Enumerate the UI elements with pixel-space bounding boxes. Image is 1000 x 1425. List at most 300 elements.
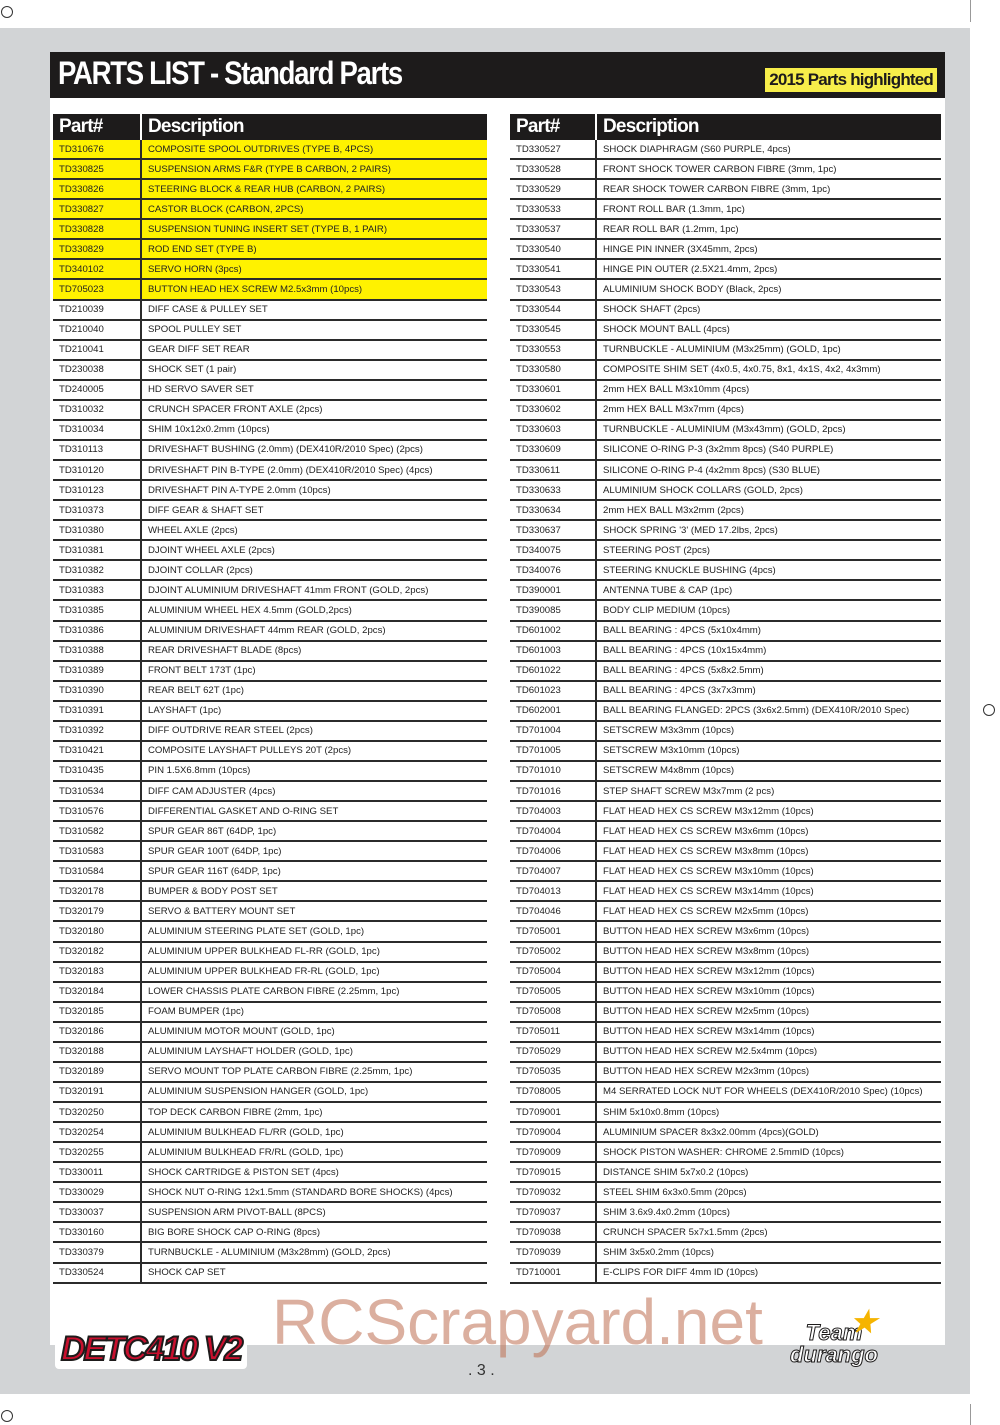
table-row [510,280,941,300]
part-description: SPOOL PULLEY SET [148,324,242,336]
table-row [510,1183,941,1203]
part-number: TD330537 [510,220,597,238]
table-row [53,963,487,983]
table-row [510,381,941,401]
part-number: TD240005 [53,381,142,399]
table-row [53,541,487,561]
table-row [510,601,941,621]
part-description: ALUMINIUM WHEEL HEX 4.5mm (GOLD,2pcs) [148,604,352,616]
table-row [53,240,487,260]
table-row [510,1123,941,1143]
watermark: RCScrapyard.net [272,1286,763,1358]
detc410-logo: DETC410 V2 [55,1330,247,1369]
table-row [53,1003,487,1023]
part-number: TD704003 [510,802,597,820]
table-row [510,361,941,381]
part-number: TD330553 [510,341,597,359]
part-number: TD330580 [510,361,597,379]
part-description: BUTTON HEAD HEX SCREW M2x3mm (10pcs) [603,1066,810,1078]
part-description: CRUNCH SPACER 5x7x1.5mm (2pcs) [603,1226,768,1238]
part-description: SHOCK CAP SET [148,1267,226,1279]
table-row [53,682,487,702]
part-number: TD310381 [53,541,142,559]
part-description: SERVO MOUNT TOP PLATE CARBON FIBRE (2.25mm, 1pc) [148,1066,413,1078]
part-number: TD330634 [510,501,597,519]
table-row [510,541,941,561]
part-description: SETSCREW M4x8mm (10pcs) [603,765,735,777]
table-row [510,1264,941,1284]
table-row [53,1043,487,1063]
parts-table-left [53,114,487,1284]
table-row [53,1203,487,1223]
part-description: ALUMINIUM STEERING PLATE SET (GOLD, 1pc) [148,925,365,937]
table-row [53,461,487,481]
part-description: FLAT HEAD HEX CS SCREW M3x8mm (10pcs) [603,845,809,857]
part-description: BUMPER & BODY POST SET [148,885,278,897]
part-description: ALUMINIUM SHOCK COLLARS (GOLD, 2pcs) [603,484,803,496]
table-row [53,782,487,802]
part-description: SUSPENSION ARM PIVOT-BALL (8PCS) [148,1206,326,1218]
table-row [53,601,487,621]
part-description: WHEEL AXLE (2pcs) [148,524,238,536]
table-row [510,220,941,240]
part-number: TD704046 [510,902,597,920]
part-description: COMPOSITE SHIM SET (4x0.5, 4x0.75, 8x1, 4x1S, 4x2, 4x3mm) [603,364,881,376]
table-row [510,180,941,200]
part-number: TD320185 [53,1003,142,1021]
parts-table-right [510,114,941,1284]
part-number: TD310389 [53,662,142,680]
part-number: TD330528 [510,160,597,178]
part-number: TD310583 [53,842,142,860]
part-number: TD705005 [510,983,597,1001]
part-number: TD330827 [53,200,142,218]
table-row [510,943,941,963]
table-row [510,1203,941,1223]
table-row [510,581,941,601]
part-description: SPUR GEAR 100T (64DP, 1pc) [148,845,282,857]
part-description: HINGE PIN OUTER (2.5X21.4mm, 2pcs) [603,263,778,275]
table-row [510,1243,941,1263]
part-description: ALUMINIUM BULKHEAD FL/RR (GOLD, 1pc) [148,1126,344,1138]
part-number: TD310386 [53,622,142,640]
part-number: TD709015 [510,1163,597,1181]
registration-mark-icon [1,1410,13,1422]
part-description: ANTENNA TUBE & CAP (1pc) [603,584,733,596]
team-durango-logo [790,1306,878,1367]
table-row [510,501,941,521]
part-number: TD330540 [510,240,597,258]
part-number: TD709032 [510,1183,597,1201]
part-description: DRIVESHAFT BUSHING (2.0mm) (DEX410R/2010 Spec) (2pcs) [148,444,423,456]
table-row [53,622,487,642]
part-number: TD330603 [510,421,597,439]
part-number: TD708005 [510,1083,597,1101]
part-number: TD320186 [53,1023,142,1041]
trim-line [970,0,971,22]
part-description: FLAT HEAD HEX CS SCREW M3x6mm (10pcs) [603,825,809,837]
part-description: BUTTON HEAD HEX SCREW M3x6mm (10pcs) [603,925,810,937]
part-number: TD330011 [53,1163,142,1181]
title-bar [50,52,945,98]
part-description: SHIM 3.6x9.4x0.2mm (10pcs) [603,1206,730,1218]
part-number: TD390085 [510,601,597,619]
table-row [53,642,487,662]
part-number: TD320189 [53,1063,142,1081]
table-row [53,260,487,280]
table-row [510,1223,941,1243]
part-number: TD310576 [53,802,142,820]
logo-text: Team [805,1320,863,1345]
part-description: TOP DECK CARBON FIBRE (2mm, 1pc) [148,1106,323,1118]
part-description: DIFF CAM ADJUSTER (4pcs) [148,785,276,797]
part-number: TD330529 [510,180,597,198]
part-description: SUSPENSION TUNING INSERT SET (TYPE B, 1 PAIR) [148,223,388,235]
part-number: TD705004 [510,963,597,981]
part-description: SILICONE O-RING P-3 (3x2mm 8pcs) (S40 PURPLE) [603,444,834,456]
table-row [53,662,487,682]
part-description: SHOCK PISTON WASHER: CHROME 2.5mmID (10pcs) [603,1146,844,1158]
part-number: TD340076 [510,561,597,579]
part-description: ALUMINIUM MOTOR MOUNT (GOLD, 1pc) [148,1026,335,1038]
table-row [510,1003,941,1023]
part-description: SHOCK SHAFT (2pcs) [603,304,701,316]
table-row [510,742,941,762]
part-description: ALUMINIUM DRIVESHAFT 44mm REAR (GOLD, 2pcs) [148,625,386,637]
part-number: TD705011 [510,1023,597,1041]
part-description: SHIM 5x10x0.8mm (10pcs) [603,1106,720,1118]
table-row [53,1083,487,1103]
table-row [53,381,487,401]
table-row [510,902,941,922]
part-number: TD330527 [510,140,597,158]
table-row [510,882,941,902]
part-description: ALUMINIUM UPPER BULKHEAD FL-RR (GOLD, 1pc) [148,946,380,958]
part-number: TD340075 [510,541,597,559]
part-number: TD709038 [510,1223,597,1241]
part-number: TD705023 [53,280,142,298]
part-description: FLAT HEAD HEX CS SCREW M2x5mm (10pcs) [603,905,809,917]
table-row [53,1264,487,1284]
table-row [510,401,941,421]
part-description: BUTTON HEAD HEX SCREW M2x5mm (10pcs) [603,1006,810,1018]
part-description: PIN 1.5X6.8mm (10pcs) [148,765,251,777]
part-description: BUTTON HEAD HEX SCREW M3x12mm (10pcs) [603,966,815,978]
part-description: SUSPENSION ARMS F&R (TYPE B CARBON, 2 PAIRS) [148,163,391,175]
part-number: TD320182 [53,943,142,961]
part-number: TD330826 [53,180,142,198]
table-row [53,1163,487,1183]
table-row [53,822,487,842]
part-description: REAR ROLL BAR (1.2mm, 1pc) [603,223,739,235]
part-number: TD390001 [510,581,597,599]
part-number: TD210041 [53,341,142,359]
part-description: SHOCK NUT O-RING 12x1.5mm (STANDARD BORE SHOCKS) (4pcs) [148,1186,453,1198]
part-number: TD320180 [53,922,142,940]
part-number: TD330524 [53,1264,142,1282]
table-row [53,1063,487,1083]
part-number: TD330541 [510,260,597,278]
table-row [53,321,487,341]
part-number: TD210039 [53,301,142,319]
table-row [53,882,487,902]
table-row [53,722,487,742]
part-description: STEERING POST (2pcs) [603,544,710,556]
part-number: TD310385 [53,601,142,619]
part-description: DJOINT COLLAR (2pcs) [148,564,253,576]
header-description: Description [603,116,699,137]
part-description: FLAT HEAD HEX CS SCREW M3x12mm (10pcs) [603,805,814,817]
part-number: TD310392 [53,722,142,740]
part-number: TD310034 [53,421,142,439]
part-description: BUTTON HEAD HEX SCREW M2.5x3mm (10pcs) [148,283,363,295]
table-row [53,1183,487,1203]
trim-line [970,1404,971,1425]
part-description: COMPOSITE LAYSHAFT PULLEYS 20T (2pcs) [148,745,352,757]
table-row [510,622,941,642]
part-number: TD320179 [53,902,142,920]
part-description: STEEL SHIM 6x3x0.5mm (20pcs) [603,1186,747,1198]
part-description: M4 SERRATED LOCK NUT FOR WHEELS (DEX410R/2010 Spec) (10pcs) [603,1086,923,1098]
table-row [53,341,487,361]
part-description: STEERING KNUCKLE BUSHING (4pcs) [603,564,776,576]
table-row [53,401,487,421]
part-number: TD330825 [53,160,142,178]
part-description: DIFFERENTIAL GASKET AND O-RING SET [148,805,339,817]
logo-text: durango [790,1342,878,1367]
part-number: TD210040 [53,321,142,339]
part-description: BUTTON HEAD HEX SCREW M3x14mm (10pcs) [603,1026,815,1038]
part-number: TD330543 [510,280,597,298]
table-row [53,802,487,822]
table-row [53,200,487,220]
part-number: TD709037 [510,1203,597,1221]
part-description: HD SERVO SAVER SET [148,384,254,396]
part-number: TD320191 [53,1083,142,1101]
table-row [510,441,941,461]
part-number: TD330533 [510,200,597,218]
part-description: FRONT ROLL BAR (1.3mm, 1pc) [603,203,745,215]
table-row [510,240,941,260]
part-description: SHOCK CARTRIDGE & PISTON SET (4pcs) [148,1166,339,1178]
table-row [53,742,487,762]
table-row [53,922,487,942]
part-number: TD310435 [53,762,142,780]
table-row [53,1143,487,1163]
part-number: TD330609 [510,441,597,459]
part-description: SHOCK SET (1 pair) [148,364,237,376]
part-number: TD330545 [510,321,597,339]
part-description: REAR DRIVESHAFT BLADE (8pcs) [148,645,302,657]
part-number: TD310676 [53,140,142,158]
table-row [510,1163,941,1183]
part-description: GEAR DIFF SET REAR [148,344,250,356]
part-number: TD230038 [53,361,142,379]
table-row [510,1103,941,1123]
part-number: TD701004 [510,722,597,740]
part-number: TD310388 [53,642,142,660]
part-number: TD310113 [53,441,142,459]
part-description: STEP SHAFT SCREW M3x7mm (2 pcs) [603,785,775,797]
part-number: TD320183 [53,963,142,981]
part-description: ALUMINIUM SHOCK BODY (Black, 2pcs) [603,283,782,295]
part-description: DRIVESHAFT PIN A-TYPE 2.0mm (10pcs) [148,484,331,496]
part-number: TD310382 [53,561,142,579]
table-row [510,782,941,802]
table-row [53,702,487,722]
table-row [53,421,487,441]
table-row [53,180,487,200]
table-row [510,461,941,481]
part-description: ROD END SET (TYPE B) [148,243,257,255]
part-number: TD330544 [510,301,597,319]
table-row [510,662,941,682]
page-number: . 3 . [468,1362,495,1379]
table-row [510,1063,941,1083]
part-number: TD320250 [53,1103,142,1121]
part-description: BUTTON HEAD HEX SCREW M2.5x4mm (10pcs) [603,1046,818,1058]
part-description: BALL BEARING : 4PCS (5x10x4mm) [603,625,761,637]
part-description: SERVO HORN (3pcs) [148,263,242,275]
table-row [510,802,941,822]
part-description: ALUMINIUM SPACER 8x3x2.00mm (4pcs)(GOLD) [603,1126,819,1138]
part-description: SPUR GEAR 86T (64DP, 1pc) [148,825,277,837]
table-row [510,341,941,361]
part-description: FRONT BELT 173T (1pc) [148,665,256,677]
part-number: TD310584 [53,862,142,880]
part-description: COMPOSITE SPOOL OUTDRIVES (TYPE B, 4PCS) [148,143,374,155]
table-header [510,114,941,140]
part-description: SHOCK MOUNT BALL (4pcs) [603,324,730,336]
part-description: ALUMINIUM UPPER BULKHEAD FR-RL (GOLD, 1pc) [148,966,380,978]
part-description: DJOINT ALUMINIUM DRIVESHAFT 41mm FRONT (GOLD, 2pcs) [148,584,429,596]
registration-mark-icon [983,704,995,716]
part-description: SETSCREW M3x3mm (10pcs) [603,725,735,737]
part-description: TURNBUCKLE - ALUMINIUM (M3x25mm) (GOLD, 1pc) [603,344,841,356]
table-row [510,1043,941,1063]
part-number: TD705008 [510,1003,597,1021]
table-header [53,114,487,140]
table-row [53,481,487,501]
part-description: SHOCK SPRING '3' (MED 17.2lbs, 2pcs) [603,524,778,536]
part-description: SHOCK DIAPHRAGM (S60 PURPLE, 4pcs) [603,143,791,155]
part-number: TD320255 [53,1143,142,1161]
table-row [53,361,487,381]
part-description: BODY CLIP MEDIUM (10pcs) [603,604,731,616]
part-number: TD330160 [53,1223,142,1241]
table-row [510,842,941,862]
part-number: TD709039 [510,1243,597,1261]
part-number: TD320188 [53,1043,142,1061]
part-description: SPUR GEAR 116T (64DP, 1pc) [148,865,281,877]
part-number: TD310383 [53,581,142,599]
table-row [53,280,487,300]
part-description: SERVO & BATTERY MOUNT SET [148,905,296,917]
part-description: SILICONE O-RING P-4 (4x2mm 8pcs) (S30 BLUE) [603,464,820,476]
part-number: TD705002 [510,943,597,961]
part-number: TD330637 [510,521,597,539]
part-description: HINGE PIN INNER (3X45mm, 2pcs) [603,243,758,255]
part-number: TD310582 [53,822,142,840]
part-number: TD709009 [510,1143,597,1161]
part-description: BIG BORE SHOCK CAP O-RING (8pcs) [148,1226,321,1238]
part-number: TD310391 [53,702,142,720]
table-row [53,441,487,461]
table-row [53,301,487,321]
table-row [53,762,487,782]
header-part: Part# [53,114,142,140]
table-row [53,1123,487,1143]
part-number: TD320178 [53,882,142,900]
table-row [510,963,941,983]
part-number: TD330029 [53,1183,142,1201]
part-number: TD601003 [510,642,597,660]
highlight-legend-badge: 2015 Parts highlighted [765,68,937,92]
part-number: TD330828 [53,220,142,238]
part-number: TD701016 [510,782,597,800]
part-number: TD310032 [53,401,142,419]
part-number: TD330611 [510,461,597,479]
part-description: FOAM BUMPER (1pc) [148,1006,244,1018]
part-description: BALL BEARING : 4PCS (5x8x2.5mm) [603,665,764,677]
table-row [510,260,941,280]
table-row [510,983,941,1003]
part-number: TD330602 [510,401,597,419]
table-row [53,220,487,240]
part-number: TD340102 [53,260,142,278]
part-description: SETSCREW M3x10mm (10pcs) [603,745,740,757]
table-row [510,521,941,541]
part-number: TD310390 [53,682,142,700]
part-description: STEERING BLOCK & REAR HUB (CARBON, 2 PAIRS) [148,183,386,195]
part-number: TD601022 [510,662,597,680]
part-number: TD602001 [510,702,597,720]
part-number: TD705035 [510,1063,597,1081]
part-number: TD705001 [510,922,597,940]
table-row [53,521,487,541]
table-row [510,762,941,782]
table-row [53,943,487,963]
parts-list-panel [50,52,945,1345]
table-row [53,160,487,180]
part-number: TD310123 [53,481,142,499]
table-row [510,642,941,662]
part-number: TD330601 [510,381,597,399]
table-row [510,1023,941,1043]
table-row [53,501,487,521]
part-number: TD320254 [53,1123,142,1141]
table-row [510,722,941,742]
part-description: ALUMINIUM BULKHEAD FR/RL (GOLD, 1pc) [148,1146,344,1158]
part-number: TD705029 [510,1043,597,1061]
part-description: BALL BEARING FLANGED: 2PCS (3x6x2.5mm) (DEX410R/2010 Spec) [603,705,910,717]
part-number: TD701005 [510,742,597,760]
table-row [53,140,487,160]
part-number: TD330829 [53,240,142,258]
table-row [53,983,487,1003]
table-row [53,862,487,882]
table-row [53,902,487,922]
part-number: TD310421 [53,742,142,760]
table-row [510,682,941,702]
table-row [53,842,487,862]
part-description: BALL BEARING : 4PCS (10x15x4mm) [603,645,767,657]
part-description: ALUMINIUM SUSPENSION HANGER (GOLD, 1pc) [148,1086,369,1098]
part-number: TD310534 [53,782,142,800]
part-number: TD704004 [510,822,597,840]
part-number: TD330037 [53,1203,142,1221]
part-number: TD701010 [510,762,597,780]
